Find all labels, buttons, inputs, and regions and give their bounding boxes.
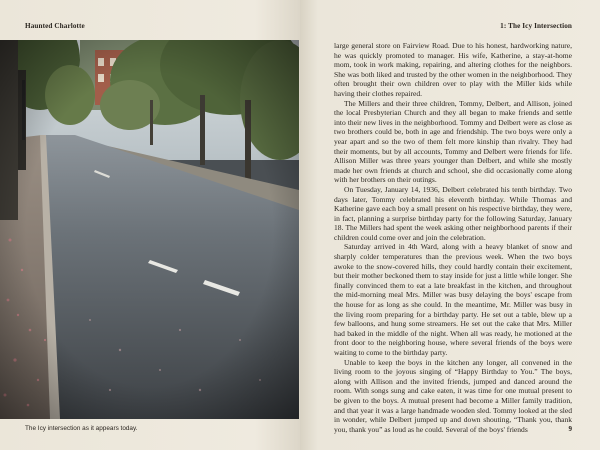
paragraph: The Millers and their three children, Tommy, Delbert, and Allison, joined the local Presbyterian Church and they all began to make friends and settle into their new lives in the neighborhood. Tommy and Delbert were as close as two brothers could be, both in age and friendship. The two boys were only a year apart and so the two of them felt more kinship than rivalry. They had their moments, but by all accounts, Tommy and Delbert were friends for life. Allison Miller was three years younger than Delbert, and while she mostly made her own friends at church and school, she did occasionally come along with her brothers on their outings. — [334, 98, 572, 185]
body-text — [334, 41, 572, 434]
paragraph: On Tuesday, January 14, 1936, Delbert celebrated his tenth birthday. Two days later, Tommy celebrated his eleventh birthday. While Thomas and Katherine gave each boy a small present on his respective birthday, they were, in fact, planning a surprise birthday party for the following Saturday, January 18. The Millers had spent the week asking other neighborhood parents if their children could come over and join the celebration. — [334, 184, 572, 242]
right-running-head: 1: The Icy Intersection — [500, 22, 572, 30]
paragraph: Unable to keep the boys in the kitchen any longer, all convened in the living room to the joyous singing of “Happy Birthday to You.” The boys, along with Allison and the invited friends, jumped and danced around the room. With songs sung and cake eaten, it was time for one mutual present to be given to the boys. A mutual present had become a Miller family tradition, and that year it was a large handmade wooden sled. Tommy looked at the sled in wonder, while Delbert jumped up and down shouting, “Thank you, thank you, thank you” as loud as he could. Several of the boys' friends — [334, 357, 572, 434]
left-running-head: Haunted Charlotte — [25, 22, 85, 30]
street-photo-image — [0, 40, 299, 419]
page-number: 9 — [568, 425, 572, 433]
right-page — [300, 0, 600, 450]
photo-caption: The Icy intersection as it appears today. — [25, 425, 138, 432]
paragraph: Saturday arrived in 4th Ward, along with a heavy blanket of snow and sharply colder temperatures than the previous week. When the two boys awoke to the snow-covered hills, they could hardly contain their excitement, but their mother beckoned them to stay inside for just a little while longer. She finally convinced them to eat a late breakfast in the kitchen, and throughout the mid-morning meal Mrs. Miller was busy delaying the boys' escape from the house for as long as she could. In the meantime, Mr. Miller was busy in the living room preparing for a birthday party. He set out a table, blew up a few balloons, and hung some streamers. He set out the cake that Mrs. Miller had baked in the middle of the night. When all was ready, he motioned at the front door to the neighboring house, where several friends of the boys were waiting to come to the birthday party. — [334, 242, 572, 357]
street-photo — [0, 40, 299, 419]
paragraph: large general store on Fairview Road. Due to his honest, hardworking nature, he was quickly promoted to manager. His wife, Katherine, a stay-at-home mom, took in work making, repairing, and altering clothes for the neighbors. She was both liked and trusted by the other women in the neighborhood. They often brought their own children over to play with the Miller kids while having their clothes repaired. — [334, 41, 572, 98]
